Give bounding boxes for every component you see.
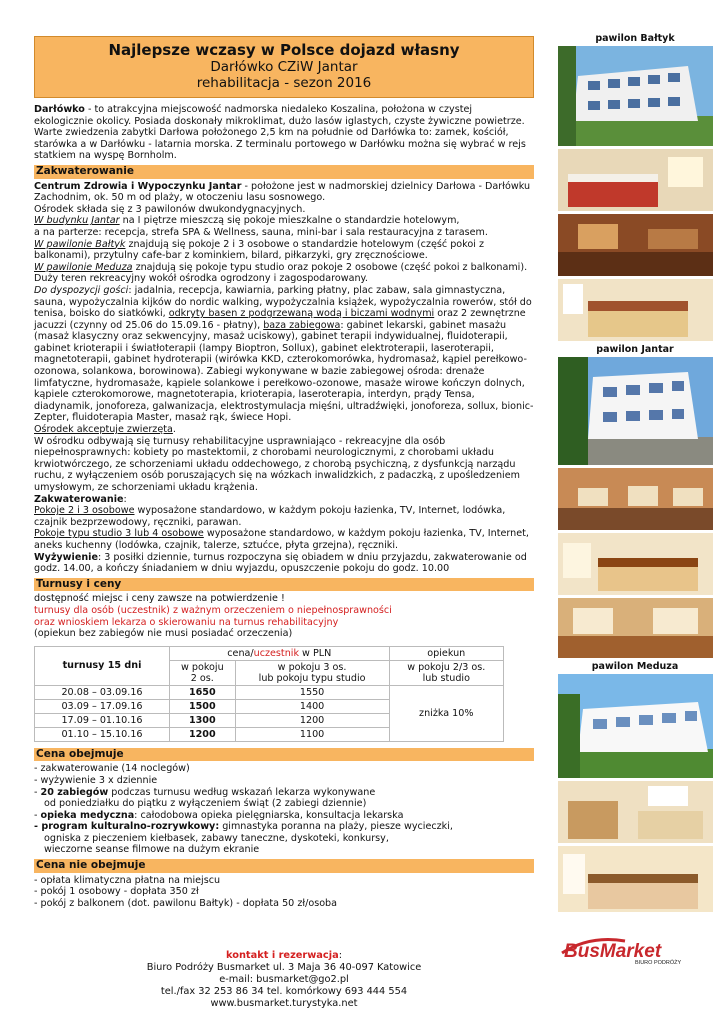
photo-jantar-dining bbox=[558, 598, 713, 658]
caption-meduza: pawilon Meduza bbox=[591, 661, 679, 672]
includes-4: od poniedziałku do piątku z wyłączeniem świąt (2 zabiegi dziennie) bbox=[44, 798, 367, 810]
section-header-excludes: Cena nie obejmuje bbox=[34, 859, 534, 873]
resort-name: Centrum Zdrowia i Wypoczynku Jantar bbox=[34, 180, 242, 192]
excludes-1: - opłata klimatyczna płatna na miejscu bbox=[34, 874, 221, 886]
includes-5-bold: opieka medyczna bbox=[40, 809, 135, 821]
acc-jantar bbox=[34, 215, 534, 227]
price-col-participant-a: cena/ bbox=[227, 647, 254, 659]
acc-rooms-standard bbox=[34, 505, 534, 528]
acc-meduza-text: znajdują się pokoje typu studio oraz pokoje 2 osobowe (część pokoi z balkonami). Duży teren rekreacyjny wokół ośrodka ogrodzony i zagospodarowany. bbox=[34, 261, 528, 285]
price-sub-3p: w pokoju 3 os. lub pokoju typu studio bbox=[235, 660, 389, 685]
includes-5 bbox=[34, 810, 534, 822]
price-col-participant bbox=[170, 646, 390, 660]
acc-baltyk bbox=[34, 239, 534, 262]
includes-3 bbox=[34, 787, 534, 799]
photo-baltyk-bedroom bbox=[558, 279, 713, 341]
acc-ground-floor: a na parterze: recepcja, strefa SPA & Wellness, sauna, mini-bar i sala restauracyjna z tarasem. bbox=[34, 226, 488, 238]
logo-subtext: BIURO PODRÓŻY bbox=[635, 960, 682, 965]
contact-address: Biuro Podróży Busmarket ul. 3 Maja 36 40-097 Katowice bbox=[146, 962, 422, 973]
busmarket-logo bbox=[560, 933, 690, 965]
acc-pets bbox=[34, 424, 534, 436]
acc-facilities-text-b: oraz 2 zewnętrzne jacuzzi (czynny od 25.06 do 15.09.16 - płatny), bbox=[34, 308, 526, 331]
contact-website[interactable]: www.busmarket.turystyka.net bbox=[210, 998, 358, 1009]
row-dates: 01.10 – 15.10.16 bbox=[35, 727, 170, 741]
row-price-2p: 1650 bbox=[170, 685, 236, 699]
acc-intro-text: - położone jest w nadmorskiej dzielnicy Darłowa - Darłówku Zachodnim, ok. 50 m od plaży, w otoczeniu lasu sosnowego. bbox=[34, 180, 531, 204]
acc-rooms-studio-text: wyposażone standardowo, w każdym pokoju łazienka, TV, Internet, aneks kuchenny (lodówka, czajnik, talerze, sztućce, płyta grzejna), ręczniki. bbox=[34, 528, 529, 551]
row-price-2p: 1300 bbox=[170, 713, 236, 727]
acc-rehab: W ośrodku odbywają się turnusy rehabilitacyjne usprawniająco - rekreacyjne dla osób niepełnosprawnych: kobiety po mastektomii, z chorobami neurologicznymi, z chorobami układu krwiotwórczego, ze schorzeniami układu oddechowego, z chorobą psychiczną, z dysfunkcją narządu ruchu, z wyłączeniem osób poruszających się na wózkach inwalidzkich, z padaczką, z upośledzeniem umysłowym, ze schorzeniami układu krążenia. bbox=[34, 435, 520, 493]
price-col-guardian: opiekun bbox=[389, 646, 503, 660]
excludes-2: - pokój 1 osobowy - dopłata 350 zł bbox=[34, 886, 199, 898]
photo-meduza-kitchen bbox=[558, 781, 713, 843]
includes-3-text: podczas turnusu według wskazań lekarza wykonywane bbox=[108, 786, 376, 798]
title-banner bbox=[34, 36, 534, 98]
acc-jantar-text: na I piętrze mieszczą się pokoje mieszkalne o standardzie hotelowym, bbox=[119, 215, 460, 227]
contact-phone: tel./fax 32 253 86 34 tel. komórkowy 693 444 554 bbox=[160, 986, 408, 997]
intro-paragraph bbox=[34, 104, 534, 162]
includes-5-dash: - bbox=[34, 809, 41, 821]
row-price-3p: 1400 bbox=[235, 699, 389, 713]
row-dates: 03.09 – 17.09.16 bbox=[35, 699, 170, 713]
row-dates: 20.08 – 03.09.16 bbox=[35, 685, 170, 699]
acc-rooms-studio-label: Pokoje typu studio 3 lub 4 osobowe bbox=[34, 528, 204, 540]
section-header-accommodation: Zakwaterowanie bbox=[34, 165, 534, 179]
section-header-prices: Turnusy i ceny bbox=[34, 578, 534, 592]
acc-pets-dot: . bbox=[172, 424, 176, 436]
price-sub-guardian: w pokoju 2/3 os. lub studio bbox=[389, 660, 503, 685]
acc-meduza bbox=[34, 262, 534, 285]
includes-1: - zakwaterowanie (14 noclegów) bbox=[34, 763, 190, 775]
contact-email[interactable]: e-mail: busmarket@go2.pl bbox=[219, 974, 349, 985]
price-table bbox=[34, 646, 504, 742]
section-header-includes: Cena obejmuje bbox=[34, 748, 534, 762]
page-subtitle: Darłówko CZiW Jantar bbox=[210, 59, 358, 75]
photo-baltyk-room bbox=[558, 149, 713, 211]
includes-2: - wyżywienie 3 x dziennie bbox=[34, 774, 158, 786]
acc-rooms-standard-text: wyposażone standardowo, w każdym pokoju łazienka, TV, Internet, lodówka, czajnik bezprzewodowy, ręczniki, parawan. bbox=[34, 505, 506, 528]
row-price-2p: 1500 bbox=[170, 699, 236, 713]
row-price-3p: 1100 bbox=[235, 727, 389, 741]
price-sub-2p: w pokoju 2 os. bbox=[170, 660, 236, 685]
acc-meals-label: Wyżywienie bbox=[34, 551, 98, 563]
acc-pool: odkryty basen z podgrzewaną wodą i biczami wodnymi bbox=[168, 308, 435, 320]
acc-rooms-studio bbox=[34, 528, 534, 551]
photo-baltyk-bar bbox=[558, 214, 713, 276]
contact-label: kontakt i rezerwacja bbox=[225, 950, 339, 961]
acc-meduza-label: W pawilonie Meduza bbox=[34, 261, 133, 273]
table-row bbox=[35, 685, 504, 699]
acc-meals bbox=[34, 552, 534, 575]
acc-treatment-base: baza zabiegowa bbox=[263, 319, 341, 331]
includes-6-bold: - program kulturalno-rozrywkowy: bbox=[34, 821, 220, 833]
includes-6 bbox=[34, 821, 534, 833]
acc-pets-label: Ośrodek akceptuje zwierzęta bbox=[34, 424, 173, 436]
photo-baltyk-building bbox=[558, 46, 713, 146]
page-subtitle-season: rehabilitacja - sezon 2016 bbox=[196, 75, 372, 91]
photo-sidebar bbox=[546, 30, 724, 915]
photo-jantar-restaurant bbox=[558, 468, 713, 530]
acc-rooms-heading bbox=[34, 494, 534, 506]
document-main bbox=[34, 36, 534, 909]
row-price-3p: 1550 bbox=[235, 685, 389, 699]
guardian-discount: zniżka 10% bbox=[389, 685, 503, 741]
includes-3-dash: - bbox=[34, 786, 41, 798]
acc-facilities-text-c: : gabinet lekarski, gabinet masażu (masaż klasyczny oraz sekwencyjny, masaż uciskowy), gabinet terapii indywidualnej, fluidoterapii, gabinet krioterapii i światłoterapii (lampy Bioptron, Sollux), gabinet elektroterapii, laseroterapii, magnetoterapii, gabinet hydroterapii (wirówka KKD, czterokomorówka, hydromasaż, kąpiel perełkowo-ozonowa, solankowa, borowinowa). Zabiegi wykonywane w bazie zabiegowej ośroda: drenaże limfatyczne, hydromasaże, kąpiele solankowe i perełkowo-ozonowe, masaże wirowe kończyn dolnych, kąpiele czterokomorowe, magnetoterapia, krioterapia, laseroterapia, interdyn, prądy Tensa, diadynamik, jonoforeza, galwanizacja, elektrostymulacja mięśni, ultradźwięki, jonoforeza, sollux, bionic-Zepter, fluidoterapia Master, masaż rąk, świece Hopi. bbox=[34, 319, 534, 424]
price-col-participant-c: w PLN bbox=[299, 647, 332, 659]
acc-rooms-label: Zakwaterowanie bbox=[34, 493, 124, 505]
row-dates: 17.09 – 01.10.16 bbox=[35, 713, 170, 727]
photo-meduza-bedroom bbox=[558, 846, 713, 912]
acc-jantar-label: W budynku Jantar bbox=[34, 215, 120, 227]
caption-baltyk: pawilon Bałtyk bbox=[595, 33, 675, 44]
acc-facilities bbox=[34, 285, 534, 424]
acc-pavilions: Ośrodek składa się z 3 pawilonów dwukondygnacyjnych. bbox=[34, 203, 306, 215]
photo-jantar-building bbox=[558, 357, 713, 465]
row-price-3p: 1200 bbox=[235, 713, 389, 727]
contact-colon: : bbox=[338, 950, 343, 961]
acc-rooms-standard-label: Pokoje 2 i 3 osobowe bbox=[34, 505, 135, 517]
includes-5-text: : całodobowa opieka pielęgniarska, konsultacja lekarska bbox=[134, 809, 404, 821]
acc-rooms-colon: : bbox=[123, 493, 127, 505]
prices-note-2: turnusy dla osób (uczestnik) z ważnym orzeczeniem o niepełnosprawności bbox=[34, 604, 392, 616]
prices-note-3: oraz wnioskiem lekarza o skierowaniu na turnus rehabilitacyjny bbox=[34, 616, 339, 628]
includes-3-bold: 20 zabiegów bbox=[40, 786, 109, 798]
acc-baltyk-text: znajdują się pokoje 2 i 3 osobowe o standardzie hotelowym (część pokoi z balkonami), przytulny cafe-bar z kominkiem, bilard, piłkarzyki, gry zręcznościowe. bbox=[34, 238, 485, 262]
row-price-2p: 1200 bbox=[170, 727, 236, 741]
acc-facilities-label: Do dyspozycji gości bbox=[34, 284, 129, 296]
price-col-dates: turnusy 15 dni bbox=[35, 646, 170, 685]
photo-jantar-room bbox=[558, 533, 713, 595]
excludes-3: - pokój z balkonem (dot. pawilonu Bałtyk) - dopłata 50 zł/osoba bbox=[34, 897, 338, 909]
intro-text: - to atrakcyjna miejscowość nadmorska niedaleko Koszalina, położona w czystej ekologicznie okolicy. Posiada doskonały mikroklimat, dużo lasów iglastych, czyste żywiczne powietrze. Warte zwiedzenia zabytki Darłowa położonego 2,5 km na południe od Darłówka to: zamek, kościół, starówka a w Darłówku - latarnia morska. Z terminalu portowego w Darłówku można się wybrać w rejs statkiem na wyspę Bornholm. bbox=[34, 104, 526, 162]
footer-contact bbox=[34, 950, 534, 1010]
includes-6-text: gimnastyka poranna na plaży, piesze wycieczki, bbox=[219, 821, 453, 833]
intro-lead: Darłówko bbox=[34, 104, 85, 115]
acc-intro bbox=[34, 181, 534, 204]
caption-jantar: pawilon Jantar bbox=[596, 344, 674, 355]
includes-8: wieczorne seanse filmowe na dużym ekranie bbox=[44, 844, 260, 856]
contact-heading bbox=[34, 950, 534, 962]
acc-baltyk-label: W pawilonie Bałtyk bbox=[34, 238, 126, 250]
logo-text: BusMarket bbox=[564, 941, 662, 962]
price-col-participant-b: uczestnik bbox=[253, 647, 299, 659]
includes-7: ogniska z pieczeniem kiełbasek, zabawy taneczne, dyskoteki, konkursy, bbox=[44, 832, 389, 844]
acc-facilities-text-a: : jadalnia, recepcja, kawiarnia, parking płatny, plac zabaw, sala gimnastyczna, sauna, wypożyczalnia kijków do nordic walking, wypożyczalnia książek, wypożyczalnia rowerów, stół do tenisa, boisko do siatkówki, bbox=[34, 284, 532, 320]
acc-meals-text: : 3 posiłki dziennie, turnus rozpoczyna się obiadem w dniu przyjazdu, zakwaterowanie od godz. 14.00, a kończy śniadaniem w dniu wyjazdu, opuszczenie pokoju do godz. 10.00 bbox=[34, 551, 527, 575]
page-title: Najlepsze wczasy w Polsce dojazd własny bbox=[108, 41, 460, 59]
prices-note-4: (opiekun bez zabiegów nie musi posiadać orzeczenia) bbox=[34, 628, 293, 640]
photo-meduza-building bbox=[558, 674, 713, 778]
prices-note-1: dostępność miejsc i ceny zawsze na potwierdzenie ! bbox=[34, 593, 285, 605]
